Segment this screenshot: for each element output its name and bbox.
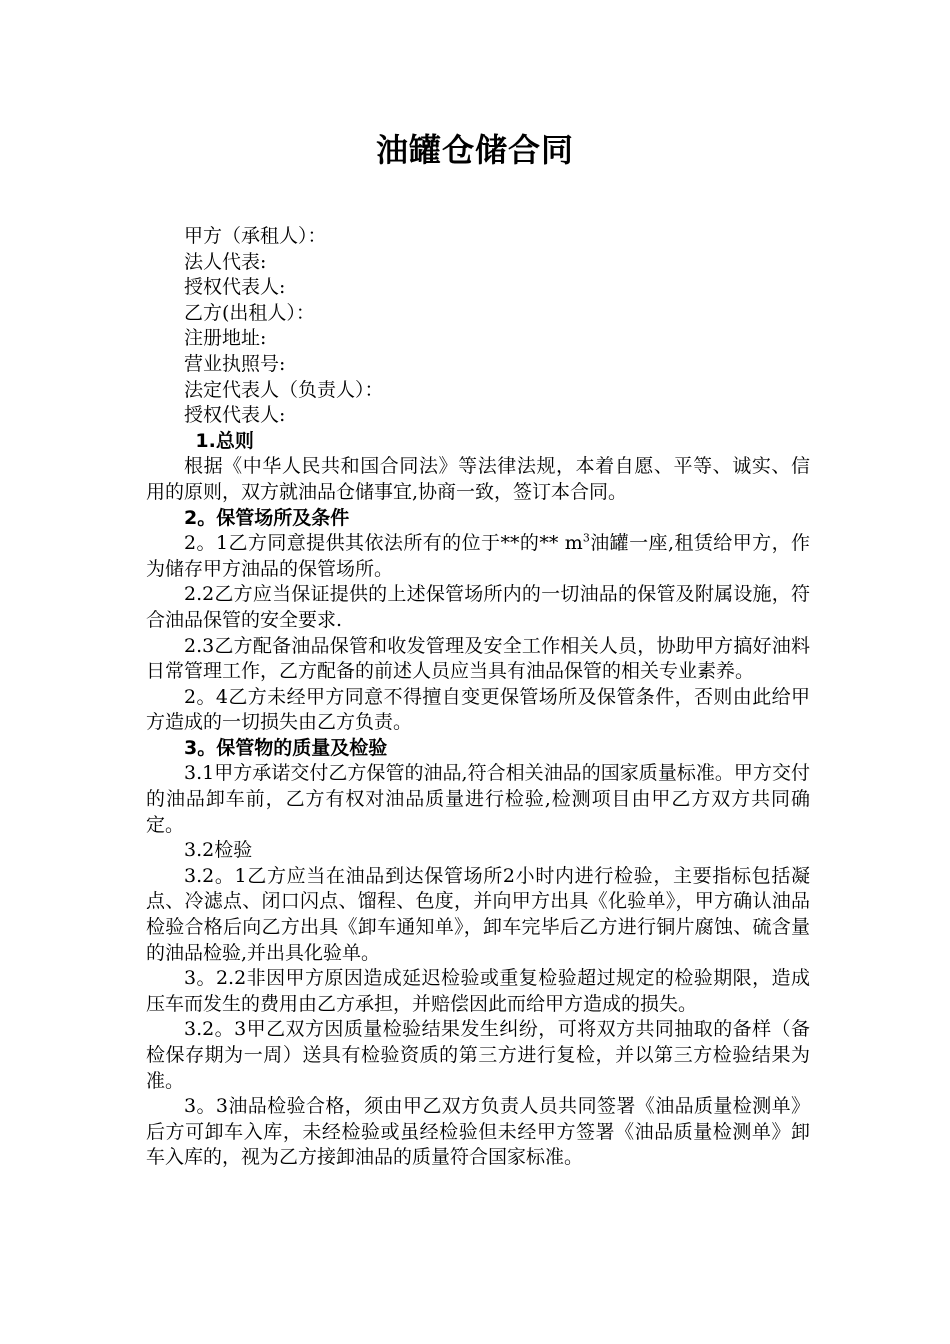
paragraph: 2.2乙方应当保证提供的上述保管场所内的一切油品的保管及附属设施，符合油品保管的安全要求. (146, 583, 810, 631)
paragraph: 3。2.2非因甲方原因造成延迟检验或重复检验超过规定的检验期限，造成压车而发生的费用由乙方承担，并赔偿因此而给甲方造成的损失。 (146, 967, 810, 1015)
party-line-registered-address: 注册地址: (184, 327, 267, 350)
document-body (146, 224, 810, 1171)
party-line-party-a: 甲方（承租人）： (184, 225, 327, 247)
paragraph: 3.1甲方承诺交付乙方保管的油品,符合相关油品的国家质量标准。甲方交付的油品卸车前，乙方有权对油品质量进行检验,检测项目由甲乙方双方共同确定。 (146, 762, 810, 836)
party-line-authorized-rep-b: 授权代表人: (184, 404, 286, 427)
section-heading: 3。保管物的质量及检验 (184, 736, 388, 759)
paragraph: 3.2。1乙方应当在油品到达保管场所2小时内进行检验，主要指标包括凝点、冷滤点、闭口闪点、馏程、色度，并向甲方出具《化验单》，甲方确认油品检验合格后向乙方出具《卸车通知单》，卸车完毕后乙方进行铜片腐蚀、硫含量的油品检验,并出具化验单。 (146, 864, 810, 964)
section-heading: 2。保管场所及条件 (184, 506, 350, 529)
paragraph: 2.3乙方配备油品保管和收发管理及安全工作相关人员，协助甲方搞好油料日常管理工作，乙方配备的前述人员应当具有油品保管的相关专业素养。 (146, 634, 810, 683)
section-heading: 1.总则 (195, 429, 254, 452)
paragraph: 3.2检验 (184, 839, 253, 862)
clause-text: 油罐一座,租赁给甲方，作为储存甲方油品的保管场所。 (146, 532, 810, 580)
unit-superscript: 3 (582, 531, 590, 545)
party-line-business-license: 营业执照号: (184, 352, 286, 375)
clause-text: 2。1乙方同意提供其依法所有的位于**的** m (184, 532, 583, 555)
paragraph (146, 531, 810, 582)
paragraph: 2。4乙方未经甲方同意不得擅自变更保管场所及保管条件，否则由此给甲方造成的一切损失由乙方负责。 (146, 685, 810, 734)
paragraph: 根据《中华人民共和国合同法》等法律法规，本着自愿、平等、诚实、信用的原则，双方就油品仓储事宜,协商一致，签订本合同。 (146, 455, 810, 503)
party-line-legal-rep-b: 法定代表人（负责人）： (184, 378, 384, 401)
party-line-party-b: 乙方(出租人）： (184, 301, 315, 324)
document-title: 油罐仓储合同 (375, 131, 574, 169)
paragraph: 3。3油品检验合格，须由甲乙双方负责人员共同签署《油品质量检测单》后方可卸车入库，未经检验或虽经检验但未经甲方签署《油品质量检测单》卸车入库的，视为乙方接卸油品的质量符合国家标准。 (146, 1095, 810, 1169)
party-line-authorized-rep-a: 授权代表人: (184, 276, 286, 299)
paragraph: 3.2。3甲乙双方因质量检验结果发生纠纷，可将双方共同抽取的备样（备检保存期为一周）送具有检验资质的第三方进行复检，并以第三方检验结果为准。 (146, 1018, 810, 1092)
party-line-legal-rep-a: 法人代表: (184, 250, 267, 273)
